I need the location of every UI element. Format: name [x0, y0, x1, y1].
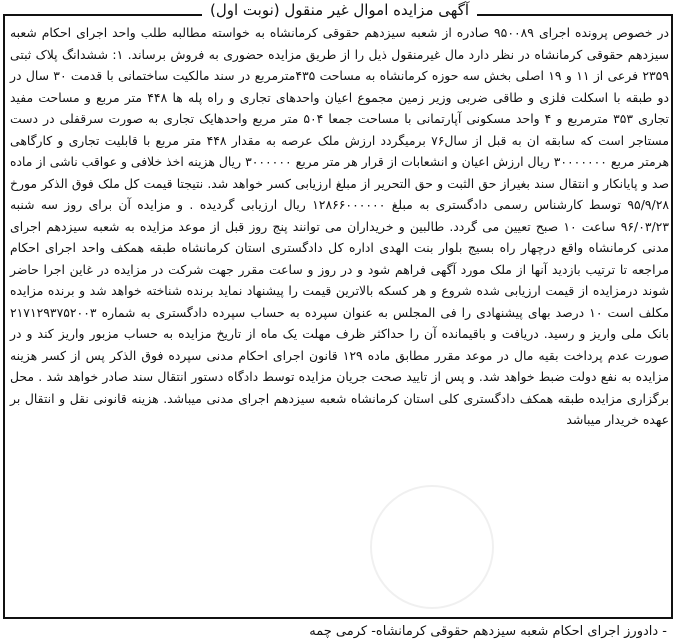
notice-body: در خصوص پرونده اجرای ۹۵۰۰۸۹ صادره از شعبه سیزدهم حقوقی کرمانشاه به خواسته مطالبه طلب واحد اجرای احکام شعبه سیزدهم حقوقی کرمانشاه در نظر دارد مال غیرمنقول ذیل را از طریق مزایده حضوری به فروش برساند. ۱: ششدانگ پلاک ثبتی ۲۳۵۹ فرعی از ۱۱ و ۱۹ اصلی بخش سه حوزه کرمانشاه به مساحت ۴۳۵مترمربع در سند مالکیت ساختمانی با قدمت ۳۰ سال در دو طبقه با اسکلت فلزی و طاقی ضربی وزیر زمین مجموع اعیان واحدهای تجاری و راه پله ها ۴۴۸ متر مربع و مساحت مفید تجاری ۳۵۳ مترمربع و ۴ واحد مسکونی آپارتمانی با مساحت جمعا ۵۰۴ متر مربع واحدهایک تجاری به صورت سرقفلی در دست مستاجر است که سابقه ان به قبل از سال۷۶ برمیگردد ارزش ملک عرصه به مقدار ۴۴۸ متر مربع با قابلیت تجاری و کارگاهی هرمتر مربع ۳۰۰۰۰۰۰۰ ریال ارزش اعیان و انشعابات از قرار هر متر مربع ۳۰۰۰۰۰۰ ریال هزینه اخذ خلافی و عواقب ناشی از ماده صد و پایانکار و انتقال سند بغیراز حق الثبت و حق التحریر از مبلغ ارزیابی کسر خواهد شد. نتیجتا قیمت کل ملک فوق الذکر مورخ ۹۵/۹/۲۸ توسط کارشناس رسمی دادگستری به مبلغ ۱۲۸۶۶۰۰۰۰۰۰ ریال ارزیابی گردیده . و مزایده آن برای روز سه شنبه ۹۶/۰۳/۲۳ ساعت ۱۰ صبح تعیین می گردد. طالبین و خریداران می توانند پنج روز قبل از موعد مزایده به شعبه سیزدهم اجرای مدنی کرمانشاه واقع درچهار راه بسیج بلوار بنت الهدی اداره کل دادگستری استان کرمانشاه طبقه همکف واحد اجرای احکام مراجعه تا ترتیب بازدید آنها از ملک مورد آگهی فراهم شود و در روز و ساعت مقرر جهت شرکت در مزایده در غاین اجرا حاضر شوند درمزایده از قیمت ارزیابی شده شروع و هر کسکه بالاترین قیمت را پیشنهاد نماید برنده شناخته خواهد شد و برنده مزایده مکلف است ۱۰ درصد بهای پیشنهادی را فی المجلس به عنوان سپرده به حساب سپرده دادگستری به شماره ۲۱۷۱۲۹۳۷۵۲۰۰۳ بانک ملی واریز و رسید. دریافت و باقیمانده آن را حداکثر ظرف مهلت یک ماه از تاریخ مزایده به حساب مزبور واریز کند و در صورت عدم پرداخت بقیه مال در موعد مقرر مطابق ماده ۱۲۹ قانون اجرای احکام مدنی سپرده فوق الذکر پس از کسر هزینه مزایده به نفع دولت ضبط خواهد شد. و پس از تایید صحت جریان مزایده توسط دادگاه دستور انتقال سند صادر خواهد شد . محل برگزاری مزایده طبقه همکف دادگستری کلی استان کرمانشاه شعبه سیزدهم اجرای مدنی میباشد. هزینه قانونی نقل و انتقال بر عهده خریدار میباشد: [10, 25, 670, 427]
notice-title: [0, 1, 679, 19]
notice-title-text: آگهی مزایده اموال غیر منقول (نوبت اول): [202, 1, 477, 19]
notice-signature: - دادورز اجرای احکام شعبه سیزدهم حقوقی کرمانشاه- کرمی چمه: [309, 624, 667, 639]
